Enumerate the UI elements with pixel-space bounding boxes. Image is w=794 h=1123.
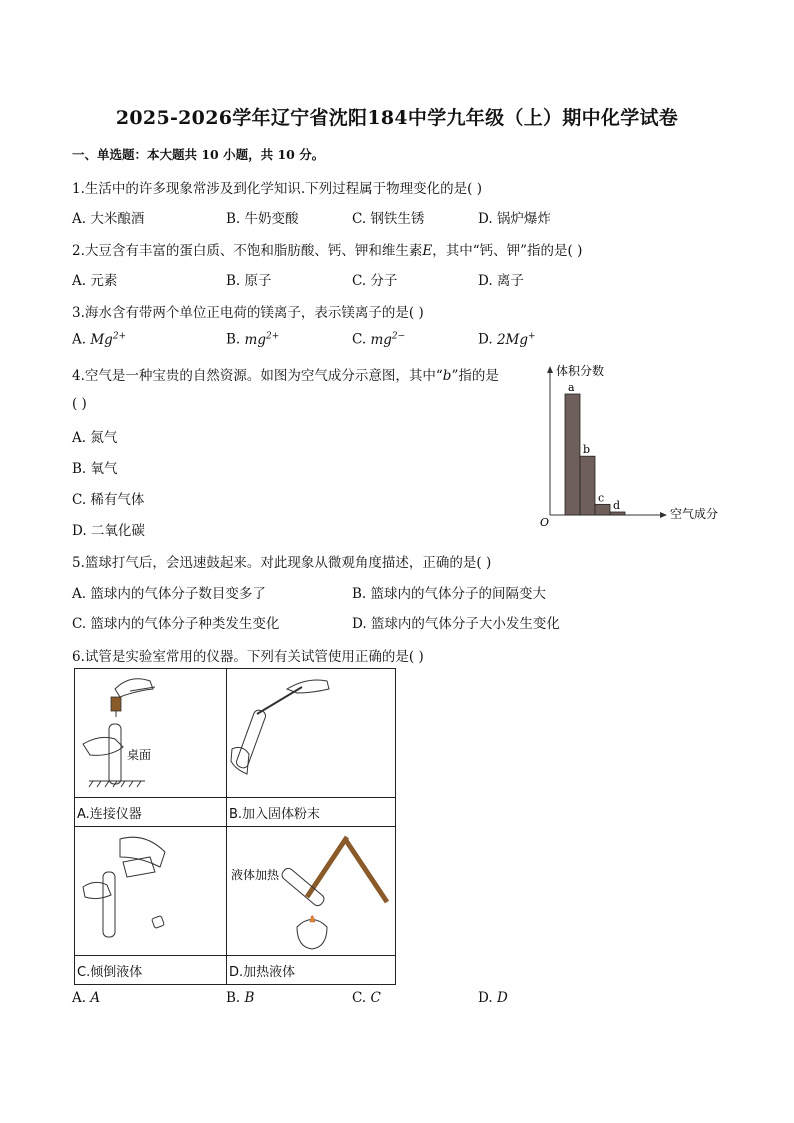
q2-stem-var: E — [422, 243, 433, 259]
bar-label-c: c — [598, 491, 605, 505]
q6-option-c-var: C — [370, 990, 381, 1006]
bar-label-b: b — [583, 443, 591, 457]
q3-b-sup: 2+ — [265, 331, 280, 341]
q1-option-a[interactable]: A. 大米酿酒 — [72, 211, 145, 227]
q5-option-b[interactable]: B. 篮球内的气体分子的间隔变大 — [352, 586, 547, 602]
bar-c — [595, 504, 610, 515]
q4-option-a[interactable]: A. 氮气 — [72, 430, 118, 446]
q3-a-base: Mg — [90, 331, 113, 348]
q3-option-a-formula — [90, 332, 126, 348]
question-2-stem — [72, 239, 582, 259]
q3-d-sup: + — [528, 331, 536, 341]
q4-stem-b: ”指的是 — [451, 368, 499, 384]
desk-label: 桌面 — [127, 748, 152, 762]
q6-option-c[interactable] — [352, 990, 381, 1006]
q3-c-base: mg — [370, 331, 392, 348]
q6-option-d-label: D. — [478, 990, 497, 1006]
q2-option-d[interactable]: D. 离子 — [478, 273, 524, 289]
q3-option-b-formula — [245, 332, 280, 348]
image-cell-a — [75, 669, 227, 798]
question-1-stem: 1.生活中的许多现象常涉及到化学知识.下列过程属于物理变化的是( ) — [72, 181, 482, 197]
chart-svg — [534, 360, 734, 530]
q3-c-sup: 2− — [391, 331, 406, 341]
question-5-stem: 5.篮球打气后，会迅速鼓起来。对此现象从微观角度描述，正确的是( ) — [72, 555, 492, 571]
q4-option-b[interactable]: B. 氧气 — [72, 461, 118, 477]
bar-label-a: a — [568, 381, 575, 394]
q2-option-a[interactable]: A. 元素 — [72, 273, 118, 289]
bar-label-d: d — [613, 499, 621, 512]
q3-d-base: 2Mg — [496, 331, 528, 348]
heat-label: 液体加热 — [231, 868, 280, 882]
image-cell-d — [227, 827, 396, 956]
page-title: 2025-2026学年辽宁省沈阳184中学九年级（上）期中化学试卷 — [115, 107, 679, 129]
pour-liquid-illustration — [75, 827, 226, 955]
add-powder-illustration — [227, 669, 395, 797]
q3-option-c-formula — [370, 332, 405, 348]
caption-a: A.连接仪器 — [75, 798, 227, 827]
caption-b: B.加入固体粉末 — [227, 798, 396, 827]
q6-option-d[interactable] — [478, 990, 508, 1006]
q6-option-a[interactable] — [72, 990, 100, 1006]
q2-option-c[interactable]: C. 分子 — [352, 273, 398, 289]
q1-option-d[interactable]: D. 锅炉爆炸 — [478, 211, 551, 227]
bar-a — [565, 394, 580, 515]
q2-option-b[interactable]: B. 原子 — [226, 273, 272, 289]
q4-stem-var: b — [442, 368, 452, 384]
connect-apparatus-illustration — [75, 669, 226, 797]
q6-option-b[interactable] — [226, 990, 254, 1006]
q6-image-table — [74, 668, 396, 985]
q2-stem-tail: ，其中“钙、钾”指的是( ) — [432, 243, 583, 259]
q3-option-d-label: D. — [478, 331, 497, 348]
q6-option-a-label: A. — [72, 990, 91, 1006]
q4-stem-a: 4.空气是一种宝贵的自然资源。如图为空气成分示意图，其中“ — [72, 368, 443, 384]
origin-label: O — [540, 516, 550, 529]
x-axis-arrow — [660, 512, 667, 518]
q3-a-sup: 2+ — [112, 331, 127, 341]
q5-option-a[interactable]: A. 篮球内的气体分子数目变多了 — [72, 586, 266, 602]
q3-option-c[interactable] — [352, 331, 405, 348]
caption-d: D.加热液体 — [227, 956, 396, 985]
q3-option-c-label: C. — [352, 331, 371, 348]
q6-option-a-var: A — [90, 990, 101, 1006]
bar-d — [610, 512, 625, 515]
q3-option-b[interactable] — [226, 331, 279, 348]
q6-option-c-label: C. — [352, 990, 371, 1006]
q3-option-d[interactable] — [478, 331, 536, 348]
q2-stem-text: 2.大豆含有丰富的蛋白质、不饱和脂肪酸、钙、钾和维生素 — [72, 243, 423, 259]
q3-option-a[interactable] — [72, 331, 126, 348]
q1-option-c[interactable]: C. 钢铁生锈 — [352, 211, 425, 227]
q6-option-b-label: B. — [226, 990, 245, 1006]
x-axis-label: 空气成分 — [670, 507, 719, 521]
image-cell-c — [75, 827, 227, 956]
section-heading: 一、单选题：本大题共 10 小题，共 10 分。 — [72, 147, 325, 162]
question-3-stem: 3.海水含有带两个单位正电荷的镁离子，表示镁离子的是( ) — [72, 305, 424, 321]
q3-b-base: mg — [244, 331, 266, 348]
q5-option-c[interactable]: C. 篮球内的气体分子种类发生变化 — [72, 616, 280, 632]
q5-option-d[interactable]: D. 篮球内的气体分子大小发生变化 — [352, 616, 560, 632]
bar-b — [580, 456, 595, 515]
question-4-paren: ( ) — [72, 396, 87, 412]
y-axis-arrow — [547, 366, 553, 373]
air-composition-chart — [534, 360, 734, 530]
question-6-stem: 6.试管是实验室常用的仪器。下列有关试管使用正确的是( ) — [72, 649, 424, 665]
q6-option-d-var: D — [496, 990, 508, 1006]
q3-option-a-label: A. — [72, 331, 91, 348]
image-cell-b — [227, 669, 396, 798]
caption-c: C.倾倒液体 — [75, 956, 227, 985]
q3-option-b-label: B. — [226, 331, 245, 348]
q1-option-b[interactable]: B. 牛奶变酸 — [226, 211, 299, 227]
q6-option-b-var: B — [244, 990, 255, 1006]
q4-option-c[interactable]: C. 稀有气体 — [72, 492, 145, 508]
question-4-stem — [72, 364, 499, 384]
q4-option-d[interactable]: D. 二氧化碳 — [72, 523, 145, 539]
y-axis-label: 体积分数 — [556, 364, 605, 378]
heat-liquid-illustration — [227, 827, 395, 955]
q3-option-d-formula — [497, 332, 536, 348]
